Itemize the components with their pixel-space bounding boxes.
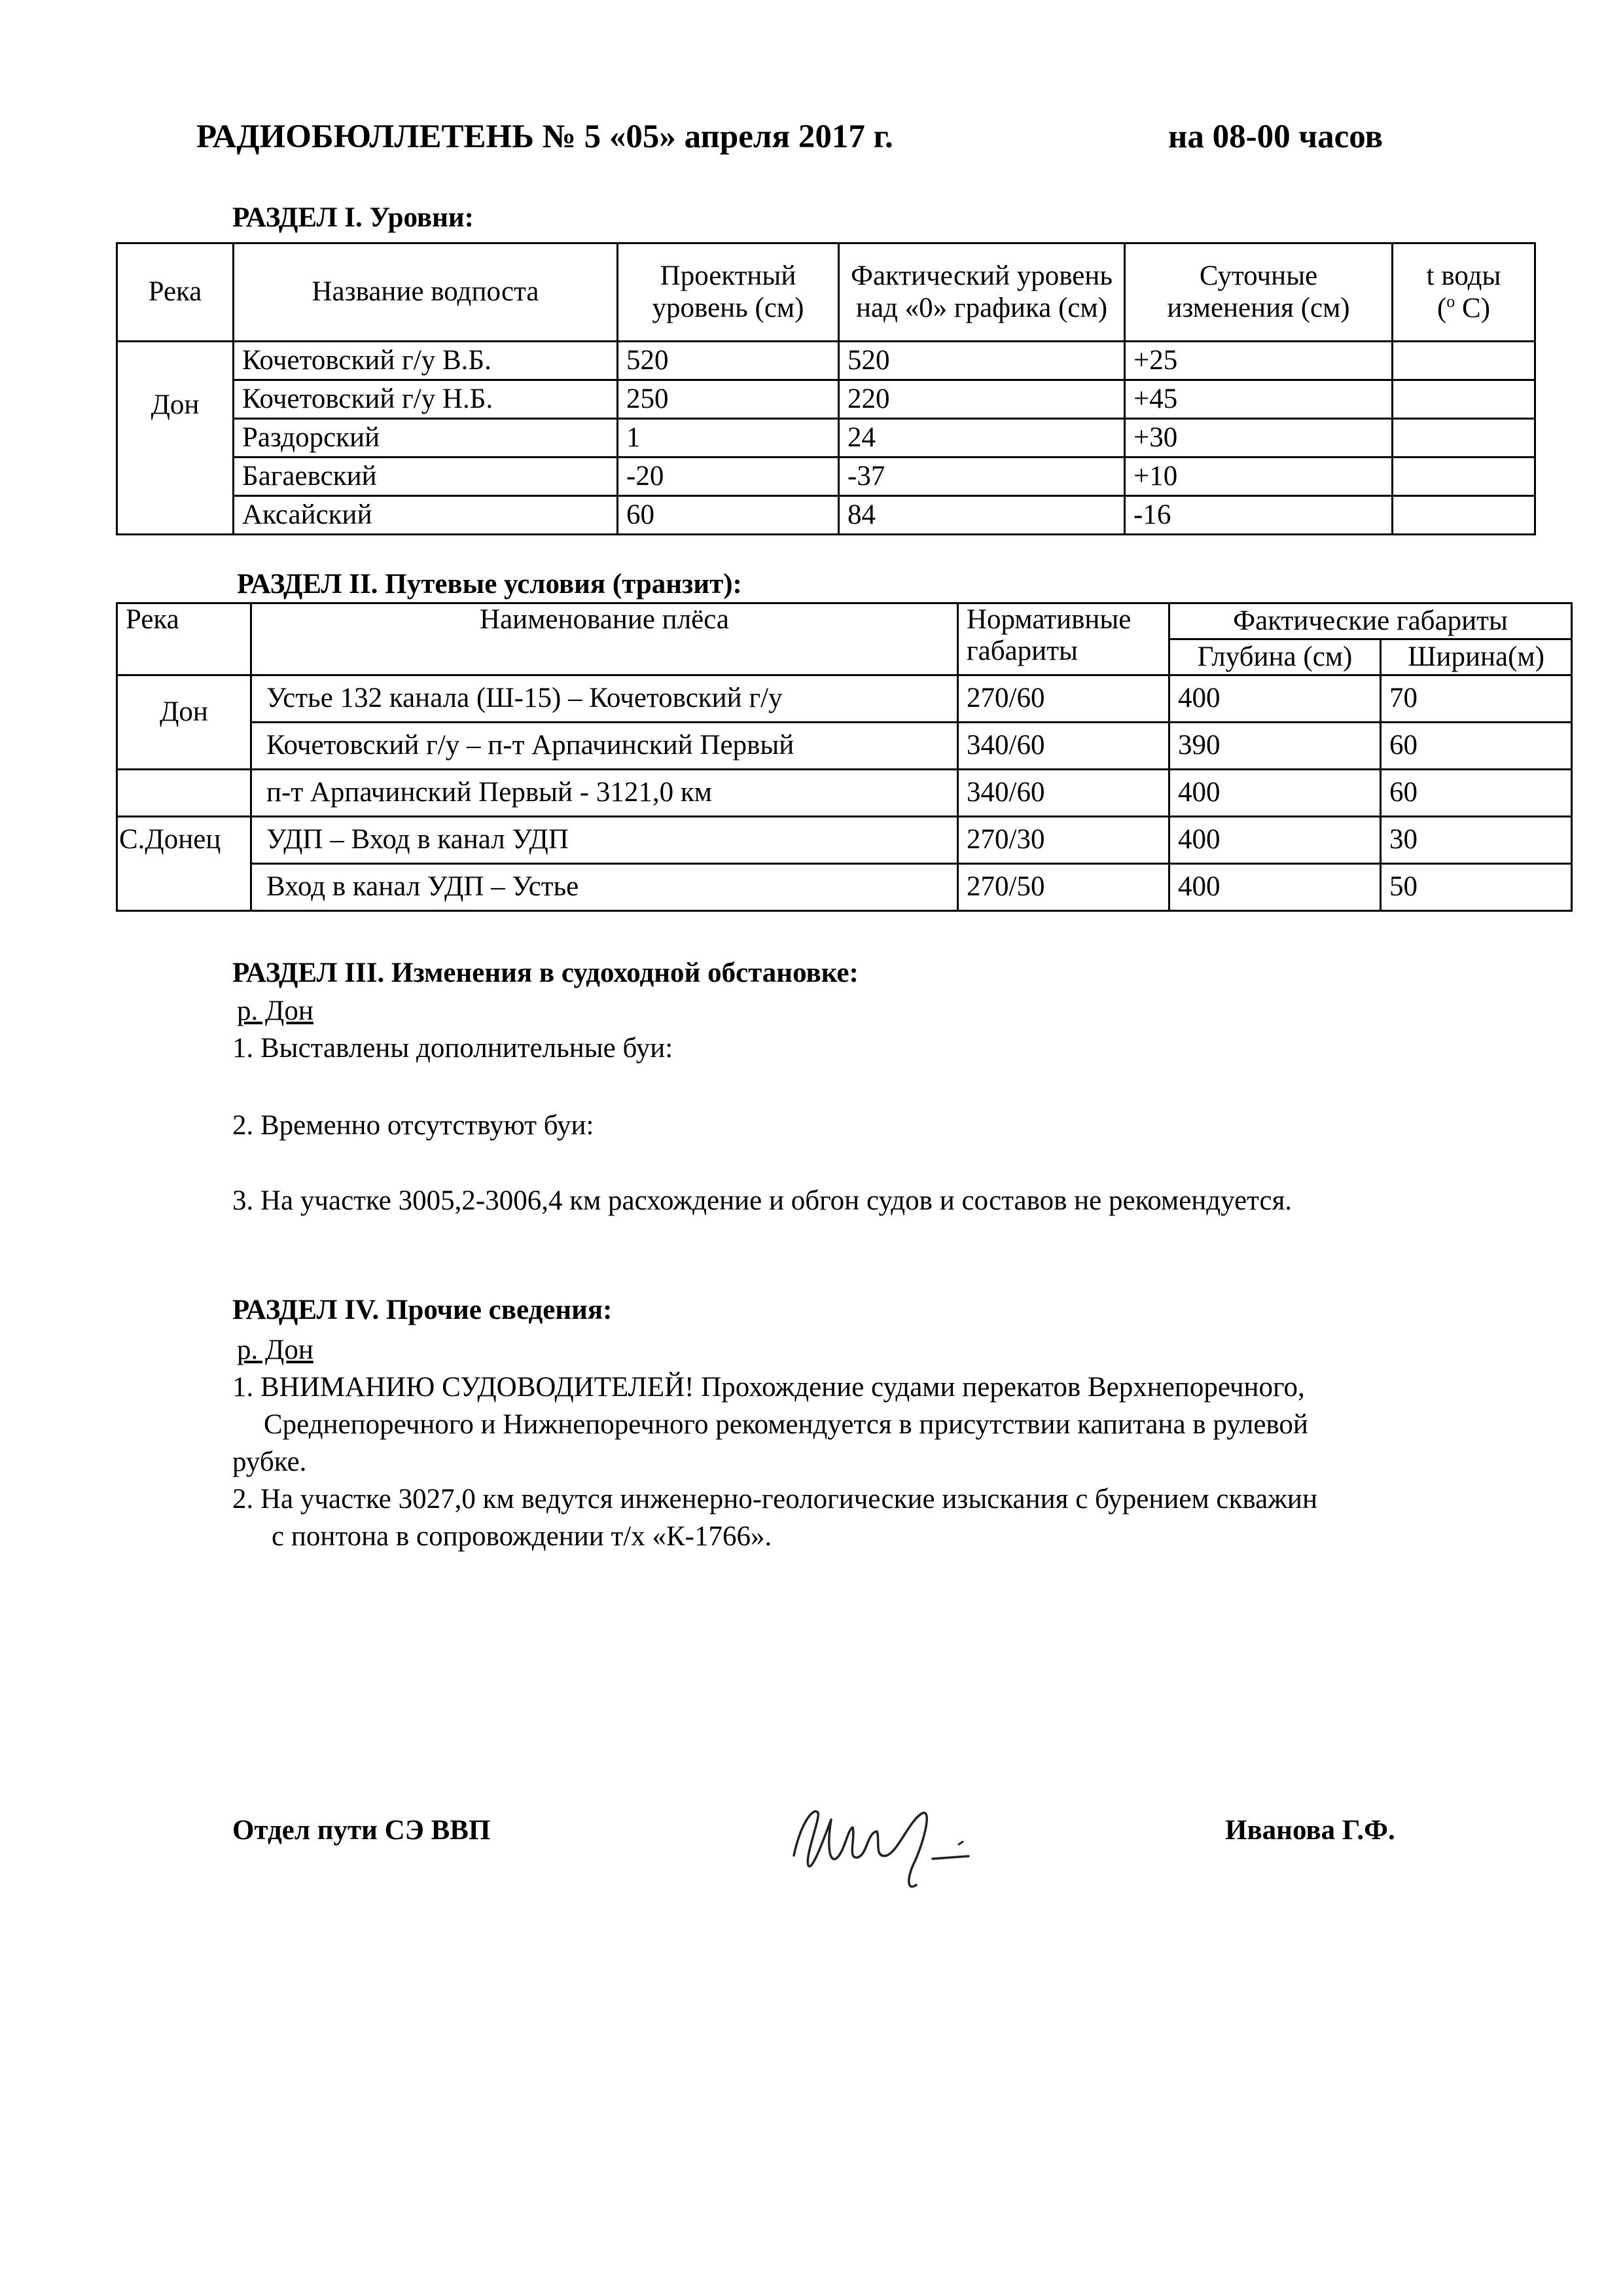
section3-river: р. Дон xyxy=(237,996,313,1026)
transit-header-normative: Нормативные габариты xyxy=(958,603,1169,675)
daily-cell: -16 xyxy=(1125,496,1393,535)
width-cell: 60 xyxy=(1381,723,1572,770)
transit-header-width: Ширина(м) xyxy=(1381,639,1572,675)
actual-cell: 84 xyxy=(839,496,1125,535)
design-cell: 1 xyxy=(618,419,839,457)
table-row xyxy=(117,864,1572,911)
section4-item2-line1: 2. На участке 3027,0 км ведутся инженерно-геологические изыскания с бурением скважин xyxy=(232,1484,1317,1515)
design-cell: -20 xyxy=(618,457,839,496)
table-row xyxy=(117,380,1535,419)
bulletin-time: на 08-00 часов xyxy=(1168,118,1383,155)
section4-item1-line2: Среднепоречного и Нижнепоречного рекомендуется в присутствии капитана в рулевой xyxy=(264,1409,1308,1440)
bulletin-title: РАДИОБЮЛЛЕТЕНЬ № 5 «05» апреля 2017 г. xyxy=(196,118,893,155)
depth-cell: 400 xyxy=(1169,864,1381,911)
temp-unit: С) xyxy=(1455,293,1491,324)
design-cell: 520 xyxy=(618,342,839,380)
depth-cell: 400 xyxy=(1169,770,1381,817)
document-header xyxy=(196,118,1440,170)
signature-image xyxy=(782,1793,998,1898)
depth-cell: 400 xyxy=(1169,817,1381,864)
table-row xyxy=(117,723,1572,770)
section1-title: РАЗДЕЛ I. Уровни: xyxy=(232,202,474,233)
levels-header-row xyxy=(117,243,1535,342)
normative-cell: 340/60 xyxy=(958,723,1169,770)
normative-cell: 270/50 xyxy=(958,864,1169,911)
table-row xyxy=(117,496,1535,535)
reach-cell: п-т Арпачинский Первый - 3121,0 км xyxy=(251,770,958,817)
section4-item1-line1: 1. ВНИМАНИЮ СУДОВОДИТЕЛЕЙ! Прохождение судами перекатов Верхнепоречного, xyxy=(232,1372,1305,1403)
actual-cell: 24 xyxy=(839,419,1125,457)
station-cell: Кочетовский г/у В.Б. xyxy=(234,342,618,380)
signature xyxy=(782,1793,998,1898)
table-row xyxy=(117,342,1535,380)
actual-cell: 220 xyxy=(839,380,1125,419)
levels-header-station: Название водпоста xyxy=(234,243,618,342)
transit-header-river: Река xyxy=(117,603,251,675)
table-row xyxy=(117,675,1572,723)
reach-cell: Кочетовский г/у – п-т Арпачинский Первый xyxy=(251,723,958,770)
levels-header-temp: t воды ($^o$ С) xyxy=(1393,243,1535,342)
temp-cell xyxy=(1393,380,1535,419)
degree-mark: o xyxy=(1446,291,1455,311)
temp-cell xyxy=(1393,496,1535,535)
transit-river-empty xyxy=(117,770,251,817)
levels-header-daily: Суточные изменения (см) xyxy=(1125,243,1393,342)
station-cell: Кочетовский г/у Н.Б. xyxy=(234,380,618,419)
station-cell: Аксайский xyxy=(234,496,618,535)
design-cell: 60 xyxy=(618,496,839,535)
section3-title: РАЗДЕЛ III. Изменения в судоходной обстановке: xyxy=(232,958,859,988)
normative-cell: 340/60 xyxy=(958,770,1169,817)
station-cell: Раздорский xyxy=(234,419,618,457)
levels-table xyxy=(116,242,1536,535)
section4-item2-line2: с понтона в сопровождении т/х «К-1766». xyxy=(272,1521,772,1552)
reach-cell: УДП – Вход в канал УДП xyxy=(251,817,958,864)
transit-river-don: Дон xyxy=(117,675,251,770)
reach-cell: Устье 132 канала (Ш-15) – Кочетовский г/у xyxy=(251,675,958,723)
width-cell: 60 xyxy=(1381,770,1572,817)
table-row xyxy=(117,457,1535,496)
levels-river-don: Дон xyxy=(117,342,234,535)
section3-item-1: 1. Выставлены дополнительные буи: xyxy=(232,1033,673,1064)
transit-river-donets: С.Донец xyxy=(117,817,251,911)
transit-header-actual: Фактические габариты xyxy=(1169,603,1572,639)
levels-header-design: Проектный уровень (см) xyxy=(618,243,839,342)
temp-cell xyxy=(1393,457,1535,496)
station-cell: Багаевский xyxy=(234,457,618,496)
section4-river: р. Дон xyxy=(237,1335,313,1365)
transit-header-depth: Глубина (см) xyxy=(1169,639,1381,675)
actual-cell: -37 xyxy=(839,457,1125,496)
section3-item-2: 2. Временно отсутствуют буи: xyxy=(232,1110,594,1141)
normative-cell: 270/30 xyxy=(958,817,1169,864)
depth-cell: 390 xyxy=(1169,723,1381,770)
transit-header-row xyxy=(117,603,1572,639)
transit-table xyxy=(116,602,1573,912)
width-cell: 70 xyxy=(1381,675,1572,723)
daily-cell: +10 xyxy=(1125,457,1393,496)
table-row xyxy=(117,770,1572,817)
width-cell: 30 xyxy=(1381,817,1572,864)
temp-cell xyxy=(1393,419,1535,457)
section2-title: РАЗДЕЛ II. Путевые условия (транзит): xyxy=(237,569,742,600)
design-cell: 250 xyxy=(618,380,839,419)
width-cell: 50 xyxy=(1381,864,1572,911)
section4-item1-line3: рубке. xyxy=(232,1446,307,1477)
daily-cell: +25 xyxy=(1125,342,1393,380)
levels-header-actual: Фактический уровень над «0» графика (см) xyxy=(839,243,1125,342)
section4-title: РАЗДЕЛ IV. Прочие сведения: xyxy=(232,1295,613,1325)
reach-cell: Вход в канал УДП – Устье xyxy=(251,864,958,911)
daily-cell: +30 xyxy=(1125,419,1393,457)
table-row xyxy=(117,419,1535,457)
depth-cell: 400 xyxy=(1169,675,1381,723)
levels-header-river: Река xyxy=(117,243,234,342)
signatory-name: Иванова Г.Ф. xyxy=(1225,1815,1395,1846)
transit-header-reach: Наименование плёса xyxy=(251,603,958,675)
temp-label: t воды xyxy=(1426,260,1501,291)
temp-cell xyxy=(1393,342,1535,380)
daily-cell: +45 xyxy=(1125,380,1393,419)
table-row xyxy=(117,817,1572,864)
section3-item-3: 3. На участке 3005,2-3006,4 км расхождение и обгон судов и составов не рекомендуется. xyxy=(232,1185,1293,1216)
department-label: Отдел пути СЭ ВВП xyxy=(232,1815,491,1846)
actual-cell: 520 xyxy=(839,342,1125,380)
normative-cell: 270/60 xyxy=(958,675,1169,723)
